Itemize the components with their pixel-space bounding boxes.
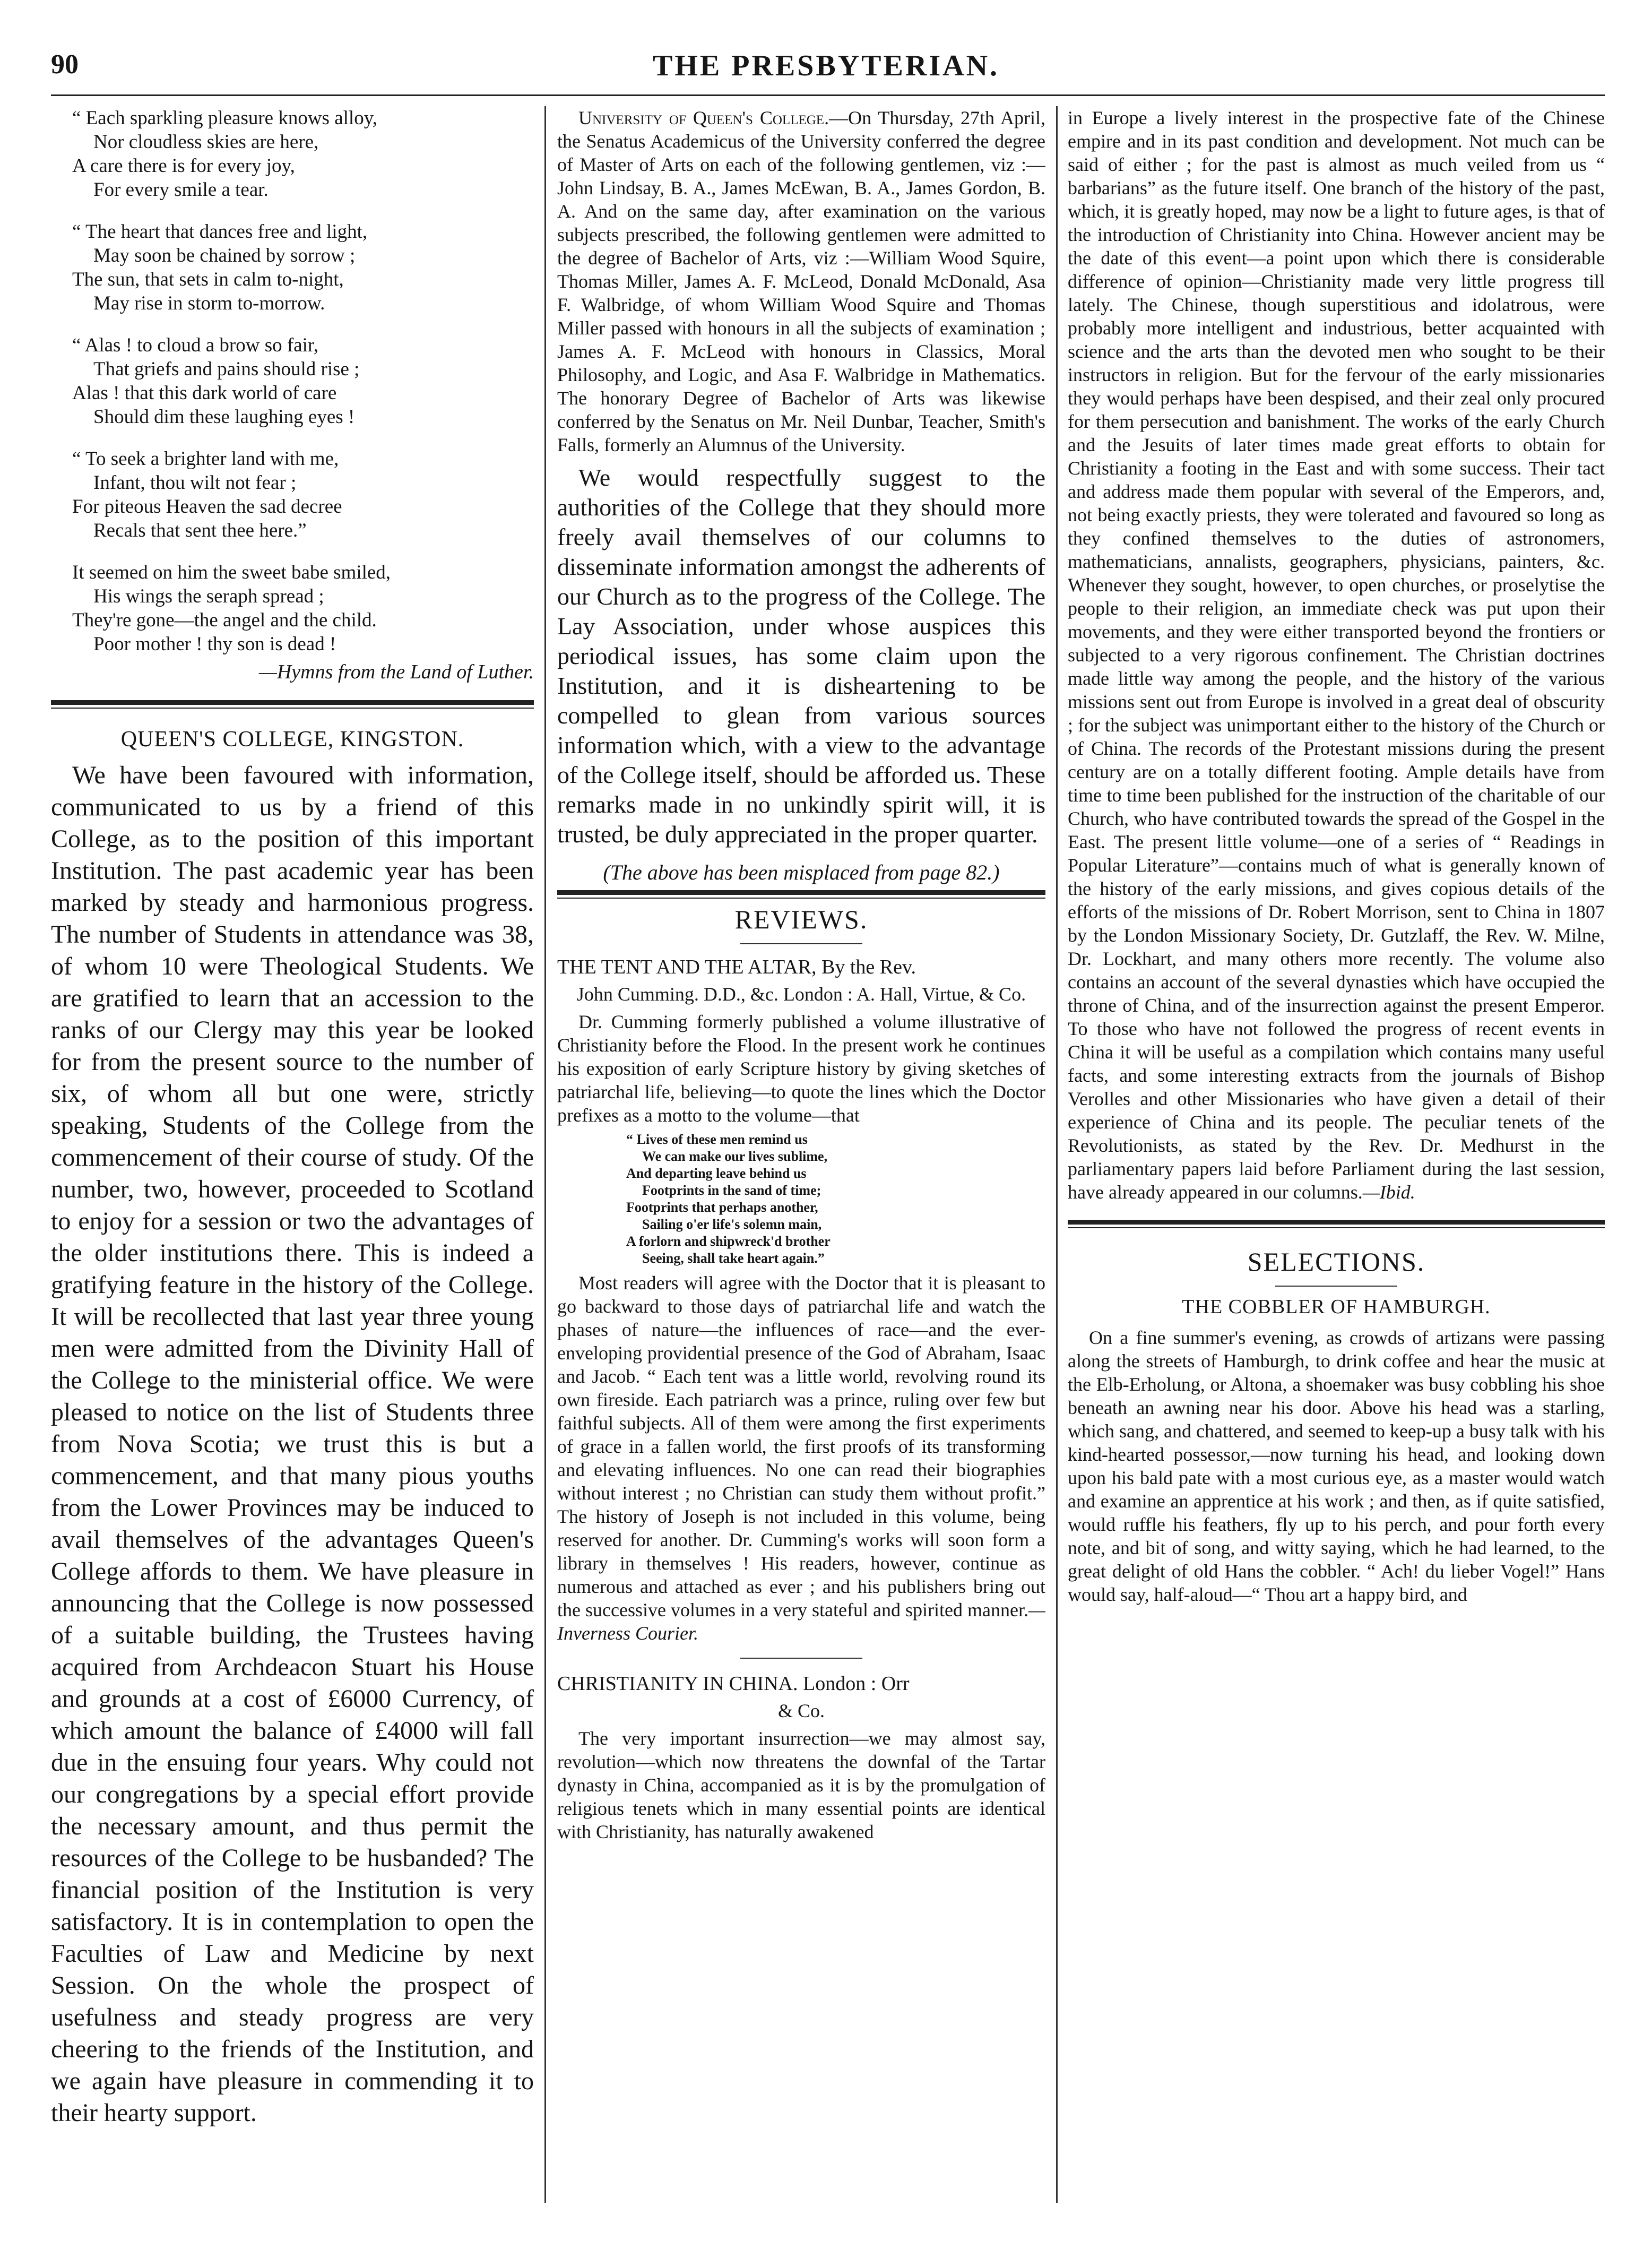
heading-rule <box>1275 1286 1397 1287</box>
misplaced-note: (The above has been misplaced from page 82.) <box>603 860 1000 884</box>
poem-line: Infant, thou wilt not fear ; <box>93 472 297 494</box>
poem-stanza <box>72 333 534 429</box>
poem-stanza <box>72 447 534 542</box>
tent-review-subtitle: John Cumming. D.D., &c. London : A. Hall, Virtue, & Co. <box>576 984 1026 1005</box>
poem-line: For piteous Heaven the sad decree <box>72 496 342 518</box>
poem-line: Alas ! that this dark world of care <box>72 382 337 404</box>
china-review-body: The very important insurrection—we may almost say, revolution—which now threatens the downfal of the Tartar dynasty in China, accompanied as it is by the promulgation of religious tenets which in many essential points are identical with Christianity, has naturally awakened <box>557 1728 1045 1842</box>
poem-line: It seemed on him the sweet babe smiled, <box>72 562 391 583</box>
poem-line: His wings the seraph spread ; <box>93 585 324 607</box>
poem-line: Poor mother ! thy son is dead ! <box>93 633 336 655</box>
queens-college-heading: QUEEN'S COLLEGE, KINGSTON. <box>120 727 464 752</box>
poem-line: May soon be chained by sorrow ; <box>93 245 356 266</box>
poem-stanza <box>72 220 534 315</box>
china-review-subtitle: & Co. <box>777 1700 825 1721</box>
poem-line: Should dim these laughing eyes ! <box>93 406 355 428</box>
poem-line: They're gone—the angel and the child. <box>72 609 377 631</box>
university-body: —On Thursday, 27th April, the Senatus Academicus of the University conferred the degree of Master of Arts on each of the following gentlemen, viz :— John Lindsay, B. A., James McEwan, B. A., James Gordon, B. A. And on the same day, after examination on the various subjects prescribed, the following gentlemen were admitted to the degree of Bachelor of Arts, viz :—William Wood Squire, Thomas Miller, James A. F. McLeod, Donald McDonald, Asa F. Walbridge, of whom William Wood Squire and Thomas Miller passed with honours in all the subjects of examination ; James A. F. McLeod with honours in Classics, Moral Philosophy, and Logic, and Asa F. Walbridge in Mathematics. The honorary Degree of Bachelor of Arts was likewise conferred by the Senatus on Mr. Neil Dunbar, Teacher, Smith's Falls, formerly an Alumnus of the University. <box>557 107 1045 455</box>
longfellow-quote <box>626 1131 1045 1267</box>
section-rule <box>557 890 1045 899</box>
university-lead: University of Queen's College. <box>578 107 829 128</box>
column-1 <box>51 106 534 2208</box>
tent-review-text: Most readers will agree with the Doctor that it is pleasant to go backward to those days of patriarchal life and watch the phases of nature—the influences of race—and the ever-enveloping providential presence of the God of Abraham, Isaac and Jacob. “ Each tent was a little world, revolving round its own fireside. Each patriarch was a prince, ruling over few but faithful subjects. All of them were among the first experiments of grace in a fallen world, the first proofs of its transforming and elevating influences. No one can read their biographies without interest ; no Christian can study them without profit.” The history of Joseph is not included in this volume, being reserved for another. Dr. Cumming's works will soon form a library in themselves ! His readers, however, continue as numerous and attached as ever ; and his publishers bring out the successive volumes in a very stateful and spirited manner. <box>557 1272 1045 1621</box>
quote-line: Footprints in the sand of time; <box>642 1183 821 1198</box>
page-number: 90 <box>51 49 79 80</box>
poem-line: Recals that sent thee here.” <box>93 520 307 541</box>
column-2 <box>557 106 1045 2208</box>
tent-review-source: —Inverness Courier. <box>557 1599 1045 1644</box>
heading-rule <box>740 943 862 944</box>
section-rule <box>51 700 534 709</box>
quote-line: A forlorn and shipwreck'd brother <box>626 1234 831 1249</box>
poem-line: “ The heart that dances free and light, <box>72 221 368 243</box>
queens-college-article: We have been favoured with information, communicated to us by a friend of this College, as to the position of this important Institution. The past academic year has been marked by steady and harmonious progress. The number of Students in attendance was 38, of whom 10 were Theological Students. We are gratified to learn that an accession to the ranks of our Clergy may this year be looked for from the present source to the number of six, of whom all but one were, strictly speaking, Students of the College from the commencement of their course of study. Of the number, two, however, proceeded to Scotland to enjoy for a session or two the advantages of the older institutions there. This is indeed a gratifying feature in the history of the College. It will be recollected that last year three young men were admitted from the Divinity Hall of the College to the ministerial office. We were pleased to notice on the list of Students three from Nova Scotia; we trust this is but a commencement, and that many pious youths from the Lower Provinces may be induced to avail themselves of the advantages Queen's College affords to them. We have pleasure in announcing that the College is now possessed of a suitable building, the Trustees having acquired from Archdeacon Stuart his House and grounds at a cost of £6000 Currency, of which amount the balance of £4000 will fall due in the ensuing four years. Why could not our congregations by a special effort provide the necessary amount, and thus permit the resources of the College to be husbanded? The financial position of the Institution is very satisfactory. It is in contemplation to open the Faculties of Law and Medicine by next Session. On the whole the prospect of usefulness and steady progress are very cheering to the friends of the Institution, and we again have pleasure in commending it to their hearty support. <box>51 761 534 2127</box>
cobbler-story: On a fine summer's evening, as crowds of artizans were passing along the streets of Hamburgh, to drink coffee and hear the music at the Elb-Erholung, or Altona, a shoemaker was busy cobbling his shoe beneath an awning near his door. Above his head was a starling, which sang, and chattered, and seemed to keep-up a busy talk with his kind-hearted possessor,—now turning his head, and looking down upon his bald pate with a most curious eye, as a master would watch and examine an apprentice at his work ; and then, as if quite satisfied, would ruffle his feathers, fly up to his perch, and pour forth every note, and bit of song, and witty saying, which he had learned, to the great delight of old Hans the cobbler. “ Ach! du lieber Vogel!” Hans would say, half-aloud—“ Thou art a happy bird, and <box>1068 1327 1605 1605</box>
china-review-source: —Ibid. <box>1362 1182 1415 1203</box>
poem-line: Nor cloudless skies are here, <box>93 131 319 153</box>
tent-review-body: Dr. Cumming formerly published a volume illustrative of Christianity before the Flood. In the present work he continues his exposition of early Scripture history by giving sketches of patriarchal life, believing—to quote the lines which the Doctor prefixes as a motto to the volume—that <box>557 1011 1045 1126</box>
poem-line: May rise in storm to-morrow. <box>93 292 325 314</box>
china-review-title: CHRISTIANITY IN CHINA. London : Orr <box>557 1673 910 1695</box>
poem-line: The sun, that sets in calm to-night, <box>72 269 344 290</box>
article-rule <box>740 1658 862 1659</box>
column-3 <box>1068 106 1605 2208</box>
column-divider-2 <box>1056 106 1058 2203</box>
china-review-continued <box>1068 106 1605 1204</box>
poem-line: That griefs and pains should rise ; <box>93 358 360 380</box>
selections-heading: SELECTIONS. <box>1247 1247 1425 1277</box>
china-review-text: in Europe a lively interest in the prospective fate of the Chinese empire and in its past condition and development. Not much can be said of either ; for the past is almost as much veiled from us “ barbarians” as the future itself. One branch of the history of the past, which, it is greatly hoped, may now be a light to future ages, is that of the introduction of Christianity into China. However ancient may be the date of this event—a point upon which there is considerable difference of opinion—Christianity made very little progress till lately. The Chinese, though superstitious and idolatrous, were probably more intelligent and industrious, better acquainted with science and the arts than the devoted men who sought to be their instructors in religion. But for the fervour of the early missionaries they would perhaps have been despised, and their zeal only procured for them persecution and banishment. The works of the early Church and the Jesuits of later times made great efforts to obtain for Christianity a footing in the East and with some success. Their tact and address made them popular with several of the Emperors, and, not being exactly priests, they were tolerated and favoured so long as they confined themselves to the duties of astronomers, mathematicians, annalists, geographers, physicians, painters, &c. Whenever they sought, however, to open churches, or proselytise the people to their religion, an immediate check was put upon their movements, and they were either transported beyond the frontiers or subjected to a very rigorous confinement. The Christian doctrines made little way among the people, and the history of the various missions sent out from Europe is involved in a great deal of obscurity ; for the subject was unimportant either to the history of the Church or of China. The records of the Protestant missions during the present century are on a totally different footing. Ample details have from time to time been published for the instruction of the charitable of our Church, who have contributed towards the spread of the Gospel in the East. The present little volume—one of a series of “ Readings in Popular Literature”—contains much of what is generally known of the history of the early missions, and gives copious details of the efforts of the missions of Dr. Robert Morrison, sent to China in 1807 by the London Missionary Society, Dr. Gutzlaff, the Rev. W. Milne, Dr. Lockhart, and many others more recently. The volume also contains an account of the several dynasties which have occupied the throne of China, and of the insurrection against the present Emperor. To those who have not followed the progress of recent events in China it will be useful as a compilation which contains many useful facts, and some interesting extracts from the journals of Bishop Verolles and other Missionaries who have given a detail of their experience of China and its people. The peculiar tenets of the Revolutionists, as stated by the Rev. Dr. Medhurst in the parliamentary papers laid before Parliament during the last session, have already appeared in our columns. <box>1068 107 1605 1203</box>
poem-line: “ To seek a brighter land with me, <box>72 448 339 470</box>
header-rule <box>51 94 1605 96</box>
cobbler-heading: THE COBBLER OF HAMBURGH. <box>1182 1296 1491 1318</box>
poem-line: For every smile a tear. <box>93 179 269 201</box>
running-title: THE PRESBYTERIAN. <box>652 49 1000 82</box>
quote-line: “ Lives of these men remind us <box>626 1132 808 1147</box>
poem-line: “ Alas ! to cloud a brow so fair, <box>72 334 318 356</box>
quote-line: Sailing o'er life's solemn main, <box>642 1217 822 1232</box>
quote-line: Seeing, shall take heart again.” <box>642 1251 825 1266</box>
poem-attribution: —Hymns from the Land of Luther. <box>259 661 534 683</box>
tent-review-title: THE TENT AND THE ALTAR, By the Rev. <box>557 956 916 978</box>
poem-line: “ Each sparkling pleasure knows alloy, <box>72 107 378 129</box>
tent-review-body-2 <box>557 1271 1045 1645</box>
poem-stanza <box>72 106 534 202</box>
quote-line: And departing leave behind us <box>626 1166 807 1181</box>
poem-stanza <box>72 561 534 656</box>
quote-line: Footprints that perhaps another, <box>626 1200 818 1215</box>
university-notice <box>557 106 1045 456</box>
reviews-heading: REVIEWS. <box>734 904 868 934</box>
quote-line: We can make our lives sublime, <box>642 1149 828 1164</box>
college-suggestion: We would respectfully suggest to the authorities of the College that they should more freely avail themselves of our columns to disseminate information amongst the adherents of our Church as to the progress of the College. The Lay Association, under whose auspices this periodical issues, has some claim upon the Institution, and it is disheartening to be compelled to glean from various sources information which, with a view to the advantage of the College itself, should be afforded us. These remarks made in no unkindly spirit will, it is trusted, be duly appreciated in the proper quarter. <box>557 464 1045 848</box>
section-rule <box>1068 1220 1605 1228</box>
luther-poem <box>72 106 534 684</box>
poem-line: A care there is for every joy, <box>72 155 295 177</box>
column-divider-1 <box>544 106 546 2203</box>
